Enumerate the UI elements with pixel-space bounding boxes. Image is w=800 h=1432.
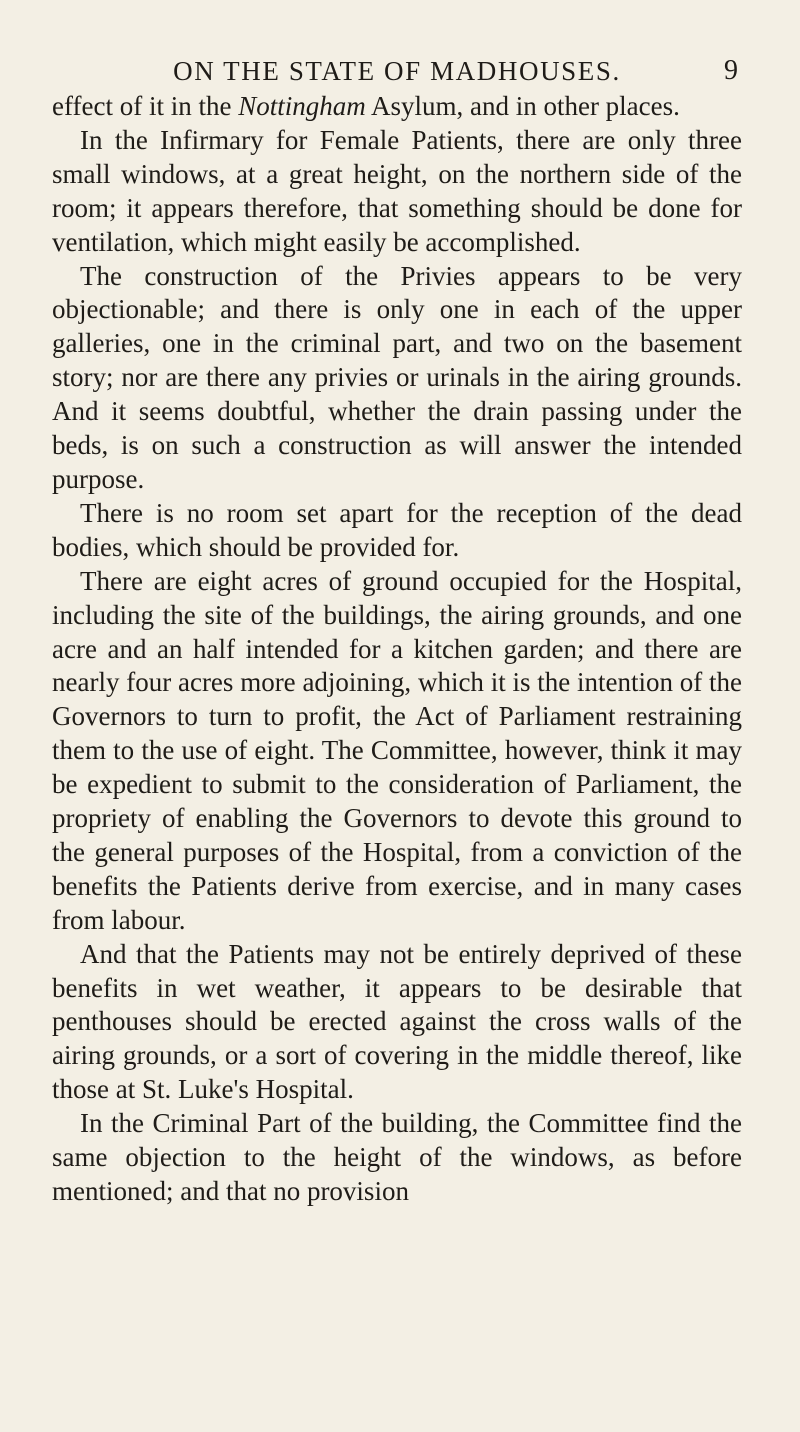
paragraph-privies: The construction of the Privies appears to be very objectionable; and there is only one in each of the upper galleries, one in the criminal part, and two on the basement story; nor are there any privies or urinals in the airing grounds. And it seems doubtful, whether the drain passing under the beds, is on such a construction as will answer the intended purpose. <box>52 260 742 494</box>
paragraph-penthouses: And that the Patients may not be entirely deprived of these benefits in wet weather, it appears to be desirable that penthouses should be erected against the cross walls of the airing grounds, or a sort of covering in the middle thereof, like those at St. Luke's Hospital. <box>52 938 742 1105</box>
paragraph-criminal-part: In the Criminal Part of the building, the Committee find the same objection to the height of the windows, as before mentioned; and that no provision <box>52 1108 742 1206</box>
paragraph-text-before: effect of it in the <box>52 91 239 121</box>
paragraph-dead-bodies: There is no room set apart for the reception of the dead bodies, which should be provided for. <box>52 497 742 562</box>
italic-place-name: Nottingham <box>238 91 366 121</box>
body-text <box>52 90 742 1209</box>
paragraph-grounds: There are eight acres of ground occupied for the Hospital, including the site of the buildings, the airing grounds, and one acre and an half intended for a kitchen garden; and there are nearly four acres more adjoining, which it is the intention of the Governors to turn to profit, the Act of Parliament restraining them to the use of eight. The Committee, however, think it may be expedient to submit to the consideration of Parliament, the propriety of enabling the Governors to devote this ground to the general purposes of the Hospital, from a conviction of the benefits the Patients derive from exercise, and in many cases from labour. <box>52 565 742 935</box>
paragraph-continuation <box>52 90 742 124</box>
page-number: 9 <box>724 55 738 86</box>
running-title: ON THE STATE OF MADHOUSES. <box>173 56 621 86</box>
running-header <box>52 0 742 90</box>
paragraph-text-after: Asylum, and in other places. <box>365 91 680 121</box>
paragraph-infirmary: In the Infirmary for Female Patients, there are only three small windows, at a great height, on the northern side of the room; it appears therefore, that something should be done for ventilation, which might easily be accomplished. <box>52 124 742 257</box>
